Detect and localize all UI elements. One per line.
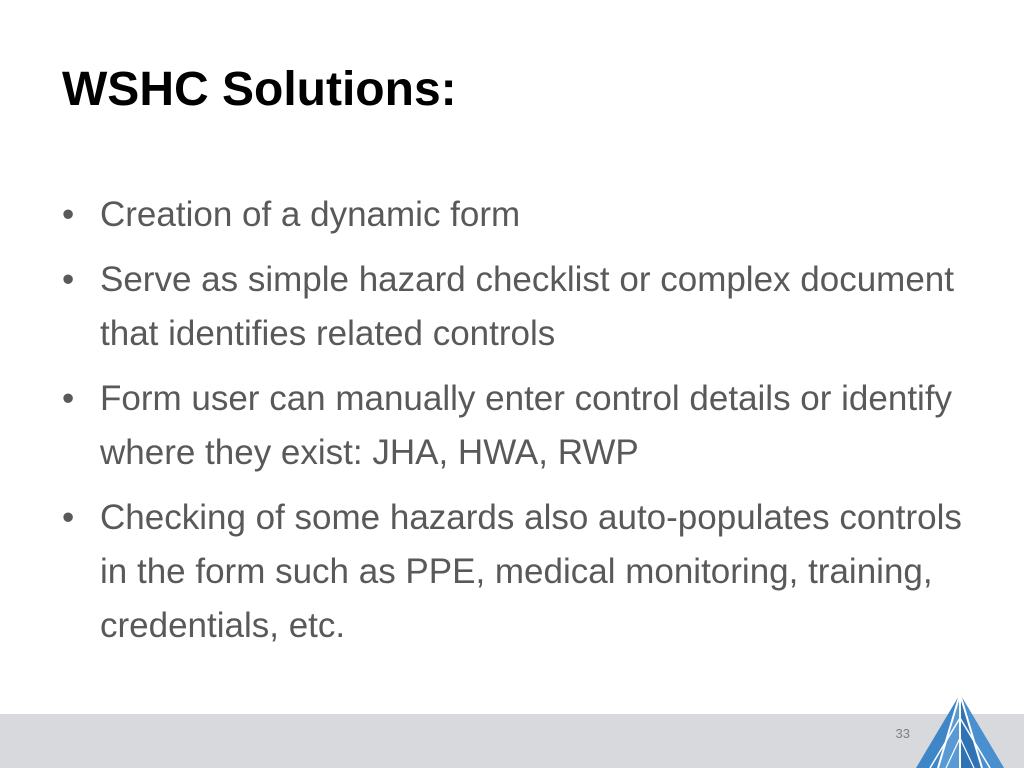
page-number: 33 bbox=[895, 726, 910, 741]
bullet-text: Creation of a dynamic form bbox=[100, 195, 521, 234]
footer-bar bbox=[0, 714, 1024, 768]
bullet-text: Serve as simple hazard checklist or complex document that identifies related controls bbox=[100, 260, 954, 353]
bullet-dot-icon: • bbox=[62, 195, 75, 234]
bullet-item bbox=[62, 491, 982, 653]
slide-title: WSHC Solutions: bbox=[62, 63, 457, 116]
bullet-text: Checking of some hazards also auto-populates controls in the form such as PPE, medical monitoring, training, credentials, etc. bbox=[100, 498, 962, 645]
bullet-item bbox=[62, 372, 982, 480]
bullet-dot-icon: • bbox=[62, 260, 75, 299]
bullet-list bbox=[62, 188, 982, 664]
bullet-item bbox=[62, 188, 982, 242]
bullet-item bbox=[62, 253, 982, 361]
logo-icon bbox=[916, 688, 1024, 768]
bullet-dot-icon: • bbox=[62, 379, 75, 418]
bullet-text: Form user can manually enter control details or identify where they exist: JHA, HWA, RWP bbox=[100, 379, 953, 472]
bullet-dot-icon: • bbox=[62, 498, 75, 537]
